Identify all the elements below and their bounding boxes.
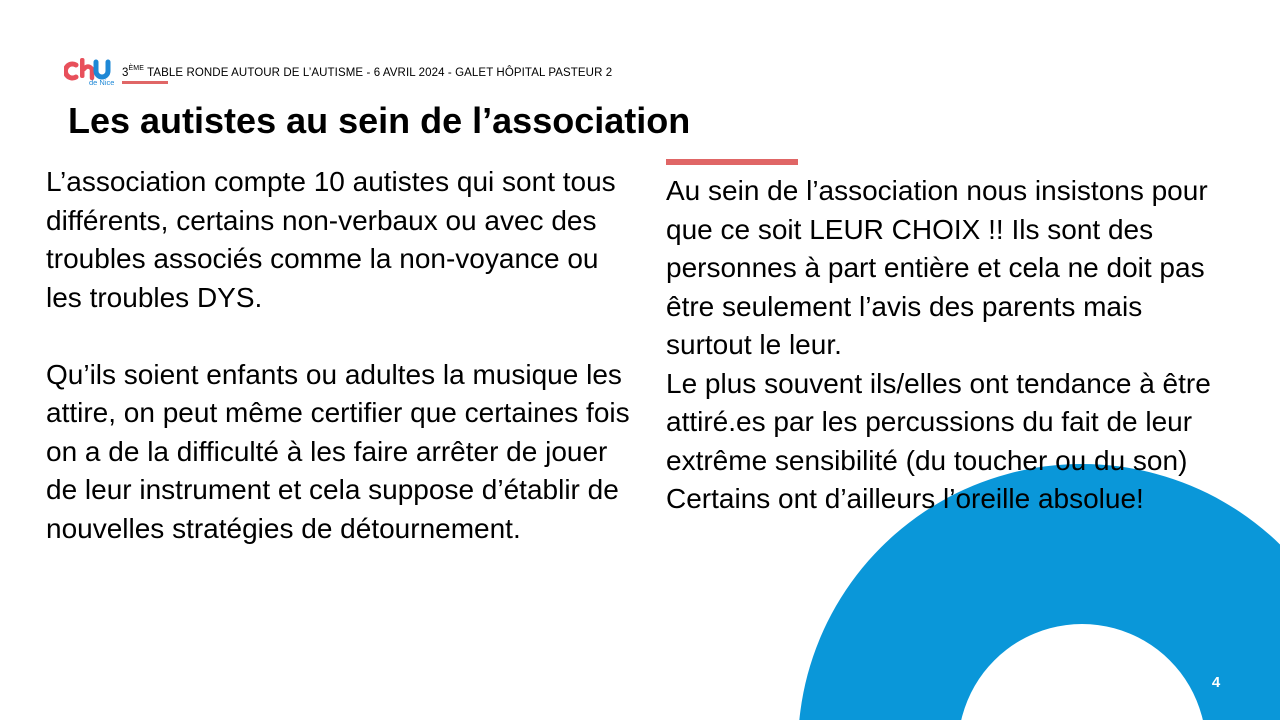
left-paragraph-2: Qu’ils soient enfants ou adultes la musique les attire, on peut même certifier que certaines fois on a de la difficulté à les faire arrêter de jouer de leur instrument et cela suppose d’établir de nouvelles stratégies de détournement. bbox=[46, 358, 630, 544]
header-underline bbox=[122, 81, 168, 84]
event-text: TABLE RONDE AUTOUR DE L’AUTISME - 6 AVRIL 2024 - GALET HÔPITAL PASTEUR 2 bbox=[147, 66, 613, 79]
event-ordinal-suffix: ÈME bbox=[128, 65, 144, 72]
left-paragraph-1: L’association compte 10 autistes qui sont tous différents, certains non-verbaux ou avec des troubles associés comme la non-voyance ou les troubles DYS. bbox=[46, 166, 616, 313]
left-column bbox=[46, 163, 636, 548]
logo-subtitle: de Nice bbox=[89, 78, 114, 86]
event-ordinal: 3 bbox=[122, 66, 129, 79]
accent-bar bbox=[666, 159, 798, 165]
slide-title: Les autistes au sein de l’association bbox=[68, 100, 691, 141]
right-paragraph-1: Au sein de l’association nous insistons pour que ce soit LEUR CHOIX !! Ils sont des personnes à part entière et cela ne doit pas être seulement l’avis des parents mais surtout le leur. bbox=[666, 175, 1208, 360]
page-number: 4 bbox=[1211, 674, 1221, 691]
chu-nice-logo bbox=[64, 56, 114, 86]
right-paragraph-3: Certains ont d’ailleurs l’oreille absolue! bbox=[666, 483, 1144, 514]
event-header bbox=[122, 66, 612, 79]
right-column bbox=[666, 172, 1226, 519]
right-paragraph-2: Le plus souvent ils/elles ont tendance à être attiré.es par les percussions du fait de leur extrême sensibilité (du toucher ou du son) bbox=[666, 367, 1211, 476]
